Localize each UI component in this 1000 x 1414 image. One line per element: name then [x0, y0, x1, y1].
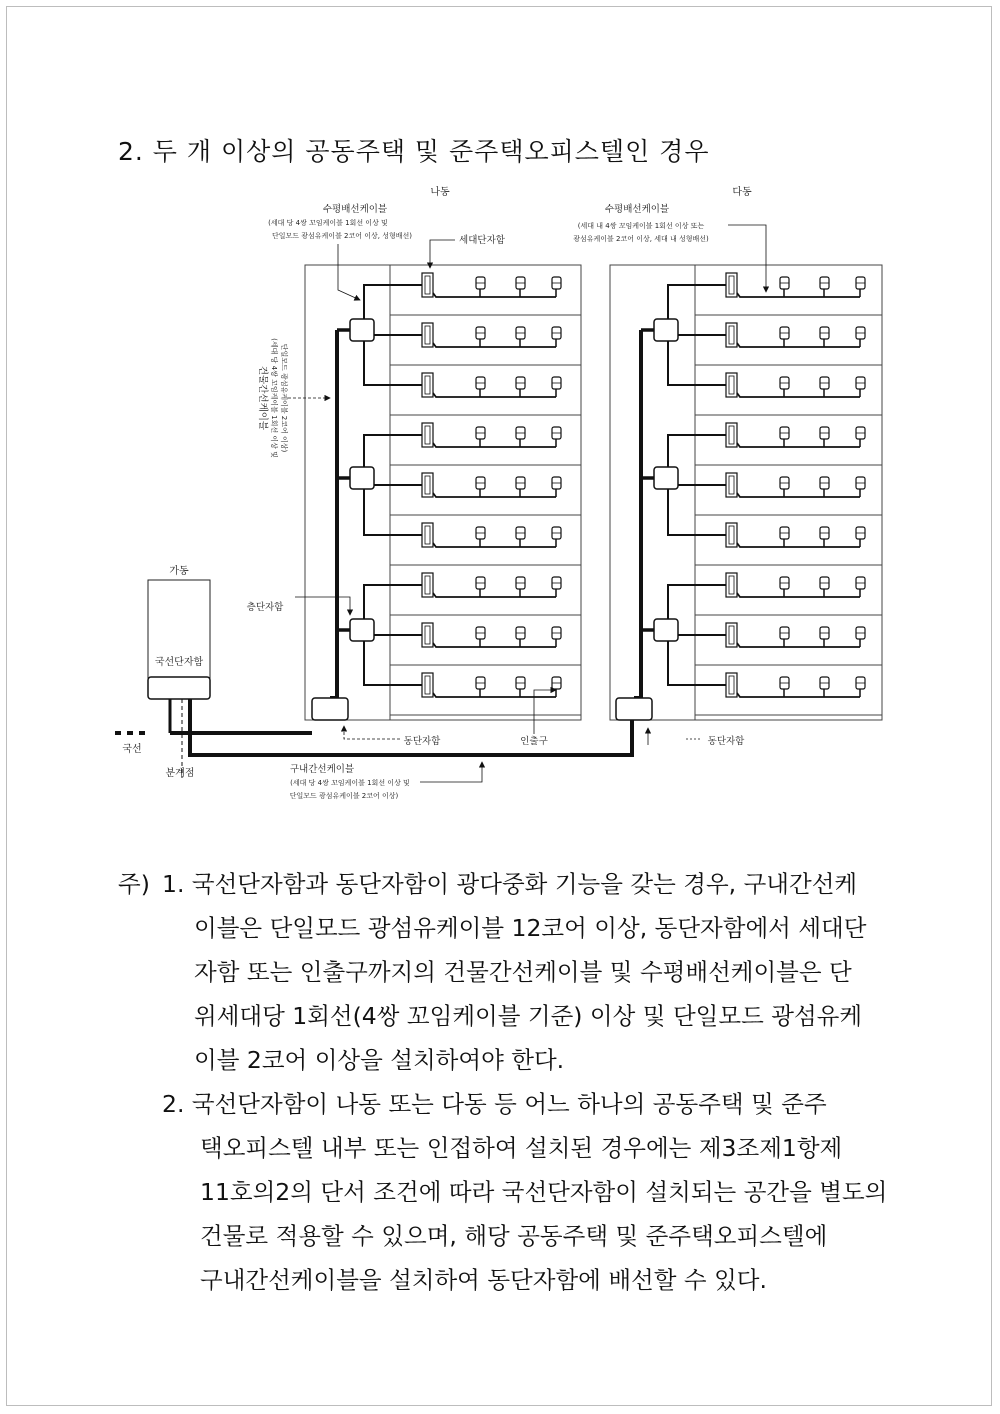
horizontal-cable: [433, 493, 556, 497]
unit-terminal-box: [422, 323, 433, 347]
horizontal-cable: [737, 343, 860, 347]
outlet-label: 인출구: [520, 736, 548, 747]
horizontal-cable: [737, 393, 860, 397]
unit-terminal-box-label: 세대단자함: [459, 235, 505, 246]
building-terminal-box-label-da: 동단자함: [707, 736, 745, 747]
floor-terminal-box-label: 층단자함: [246, 602, 284, 613]
horizontal-cable-na-line2: 단일모드 광섬유케이블 2코어 이상, 성형배선): [271, 232, 413, 240]
unit-terminal-box: [422, 423, 433, 447]
building-da: [610, 185, 882, 720]
unit-terminal-box: [726, 523, 737, 547]
note-2-line-4: 건물로 적용할 수 있으며, 해당 공동주택 및 준주택오피스텔에: [200, 1222, 828, 1250]
horizontal-cable: [737, 593, 860, 597]
unit-terminal-box: [726, 323, 737, 347]
horizontal-cable: [433, 343, 556, 347]
building-terminal-box-da: [616, 698, 652, 720]
note-2-line-3: 11호의2의 단서 조건에 따라 국선단자함이 설치되는 공간을 별도의: [200, 1178, 888, 1206]
note-2-line-1: 2. 국선단자함이 나동 또는 다동 등 어느 하나의 공동주택 및 준주: [162, 1090, 827, 1118]
horizontal-cable: [737, 543, 860, 547]
main-terminal-box: [148, 677, 210, 699]
horizontal-cable: [433, 693, 556, 697]
main-terminal-box-label: 국선단자함: [154, 657, 204, 668]
horizontal-cable-da-line1: (세대 내 4쌍 꼬임케이블 1회선 이상 또는: [577, 222, 705, 230]
note-2-line-5: 구내간선케이블을 설치하여 동단자함에 배선할 수 있다.: [200, 1266, 767, 1294]
horizontal-cable: [737, 293, 860, 297]
unit-terminal-box: [726, 423, 737, 447]
note-1-line-3: 자함 또는 인출구까지의 건물간선케이블 및 수평배선케이블은 단: [194, 958, 852, 986]
horizontal-cable: [433, 293, 556, 297]
unit-terminal-box: [422, 473, 433, 497]
building-cable-line1: (세대 당 4쌍 꼬임케이블 1회선 이상 및: [270, 338, 278, 458]
horizontal-cable: [433, 593, 556, 597]
horizontal-cable: [433, 393, 556, 397]
horizontal-cable-da-title: 수평배선케이블: [604, 204, 670, 215]
unit-terminal-box: [726, 473, 737, 497]
building-na: [305, 185, 581, 720]
building-cable-line2: 단일모드 광섬유케이블 2코어 이상): [280, 343, 288, 453]
unit-terminal-box: [726, 623, 737, 647]
building-cable-label-group: [257, 338, 289, 458]
building-riser: [634, 330, 641, 698]
horizontal-cable: [433, 443, 556, 447]
unit-terminal-box: [422, 523, 433, 547]
floor-terminal-box: [350, 467, 374, 489]
note-2-line-2: 택오피스텔 내부 또는 인접하여 설치된 경우에는 제3조제1항제: [200, 1134, 843, 1162]
unit-terminal-box: [422, 373, 433, 397]
building-ga-label: 가동: [169, 566, 189, 577]
unit-terminal-box: [726, 573, 737, 597]
building-da-label: 다동: [732, 187, 752, 198]
floor-terminal-box: [654, 319, 678, 341]
unit-terminal-box: [726, 273, 737, 297]
unit-terminal-box: [726, 373, 737, 397]
horizontal-cable: [433, 543, 556, 547]
premises-cable-line2: 단일모드 광섬유케이블 2코어 이상): [289, 792, 399, 800]
unit-terminal-box: [726, 673, 737, 697]
note-1-line-5: 이블 2코어 이상을 설치하여야 한다.: [194, 1046, 565, 1074]
horizontal-cable-na-line1: (세대 당 4쌍 꼬임케이블 1회선 이상 및: [268, 219, 388, 227]
horizontal-cable: [737, 643, 860, 647]
note-1-line-4: 위세대당 1회선(4쌍 꼬임케이블 기준) 이상 및 단일모드 광섬유케: [194, 1002, 863, 1030]
section-heading: 2. 두 개 이상의 공동주택 및 준주택오피스텔인 경우: [118, 137, 710, 166]
building-riser: [330, 330, 337, 698]
building-na-label: 나동: [430, 187, 450, 198]
unit-terminal-box: [422, 623, 433, 647]
premises-cable-line1: (세대 당 4쌍 꼬임케이블 1회선 이상 및: [290, 779, 410, 787]
trunk-line-label: 국선: [122, 744, 142, 755]
horizontal-cable: [737, 443, 860, 447]
demarcation-point-label: 분계점: [165, 768, 195, 779]
unit-terminal-box: [422, 573, 433, 597]
horizontal-cable-na-title: 수평배선케이블: [322, 204, 388, 215]
note-1-line-2: 이블은 단일모드 광섬유케이블 12코어 이상, 동단자함에서 세대단: [194, 914, 867, 942]
unit-terminal-box: [422, 673, 433, 697]
building-cable-title: 건물간선케이블: [257, 365, 268, 431]
premises-cable-title: 구내간선케이블: [289, 764, 355, 775]
building-terminal-box-na: [312, 698, 348, 720]
horizontal-cable: [737, 493, 860, 497]
floor-terminal-box: [654, 467, 678, 489]
floor-terminal-box: [350, 319, 374, 341]
building-terminal-box-label-na: 동단자함: [403, 736, 441, 747]
floor-terminal-box: [350, 619, 374, 641]
notes-prefix: 주): [118, 870, 150, 898]
building-ga: [148, 564, 210, 699]
horizontal-cable: [737, 693, 860, 697]
unit-terminal-box: [422, 273, 433, 297]
floor-terminal-box: [654, 619, 678, 641]
note-1-line-1: 1. 국선단자함과 동단자함이 광다중화 기능을 갖는 경우, 구내간선케: [162, 870, 858, 898]
floor-units: [390, 265, 882, 720]
horizontal-cable-da-line2: 광섬유케이블 2코어 이상, 세대 내 성형배선): [573, 235, 709, 243]
horizontal-cable: [433, 643, 556, 647]
